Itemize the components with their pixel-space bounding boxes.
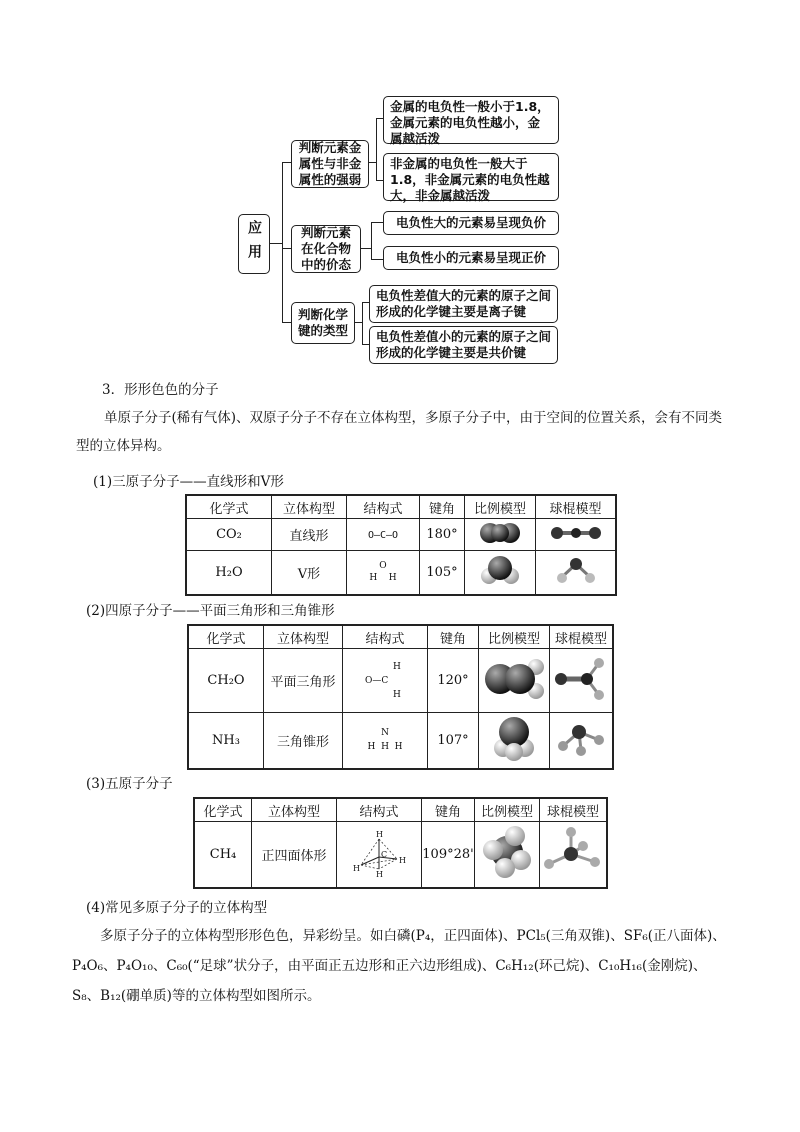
connector xyxy=(369,162,376,163)
poly-paragraph: 多原子分子的立体构型形形色色，异彩纷呈。如白磷(P₄，正四面体)、PCl₅(三角双锥)、SF₆(正八面体)、P₄O₆、P₄O₁₀、C₆₀(“足球”状分子，由平面正五边形和正六边形组成)、C₆H₁₂(环己烷)、C₁₀H₁₆(金刚烷)、S₈、B₁₂(硼单质)等的立体构型如图所示。 xyxy=(72,928,726,1004)
table-header-row xyxy=(186,495,616,519)
table-row xyxy=(188,649,613,713)
col-header: 比例模型 xyxy=(475,798,540,822)
shape-cell: 正四面体形 xyxy=(252,822,337,888)
connector xyxy=(282,162,283,322)
shape-cell: 三角锥形 xyxy=(264,713,343,769)
connector xyxy=(361,248,371,249)
col-header: 结构式 xyxy=(347,495,420,519)
shape-cell: 平面三角形 xyxy=(264,649,343,713)
col-header: 结构式 xyxy=(343,625,428,649)
leaf-box: 电负性差值大的元素的原子之间形成的化学键主要是离子键 xyxy=(369,285,558,323)
subsection-heading: (2)四原子分子——平面三角形和三角锥形 xyxy=(86,603,335,619)
connector xyxy=(371,222,383,223)
leaf-box: 非金属的电负性一般大于1.8，非金属元素的电负性越大，非金属越活泼 xyxy=(383,153,559,201)
table-row xyxy=(194,822,607,888)
ch4-ball-stick-icon xyxy=(541,824,605,880)
formula-cell: CH₄ xyxy=(194,822,252,888)
svg-text:C: C xyxy=(381,850,388,860)
tri-table xyxy=(185,494,617,596)
co2-space-model-icon xyxy=(478,520,522,546)
col-header: 化学式 xyxy=(186,495,272,519)
svg-text:H: H xyxy=(376,870,383,878)
table-header-row xyxy=(194,798,607,822)
branch-box: 判断化学键的类型 xyxy=(291,302,355,344)
branch-box: 判断元素在化合物中的价态 xyxy=(291,225,361,273)
tetra-table xyxy=(187,624,614,770)
table-row xyxy=(186,519,616,551)
space-filling-model xyxy=(465,551,536,595)
struct-cell: N H H H xyxy=(343,713,428,769)
angle-cell: 180° xyxy=(420,519,465,551)
col-header: 键角 xyxy=(422,798,475,822)
space-filling-model xyxy=(479,649,550,713)
struct-cell: O H H xyxy=(347,551,420,595)
penta-table xyxy=(193,797,608,889)
shape-cell: V形 xyxy=(272,551,347,595)
svg-text:H: H xyxy=(353,864,360,874)
ball-stick-model xyxy=(550,649,614,713)
col-header: 球棍模型 xyxy=(536,495,617,519)
angle-cell: 105° xyxy=(420,551,465,595)
subsection-heading: (3)五原子分子 xyxy=(86,776,173,792)
ball-stick-model xyxy=(536,519,617,551)
col-header: 立体构型 xyxy=(264,625,343,649)
col-header: 化学式 xyxy=(188,625,264,649)
col-header: 比例模型 xyxy=(479,625,550,649)
shape-cell: 直线形 xyxy=(272,519,347,551)
connector xyxy=(362,302,363,344)
connector xyxy=(270,243,282,244)
mindmap-root: 应用 xyxy=(238,214,270,274)
subsection-heading: (1)三原子分子——直线形和V形 xyxy=(93,474,284,490)
table-row xyxy=(186,551,616,595)
col-header: 结构式 xyxy=(337,798,422,822)
ball-stick-model xyxy=(550,713,614,769)
connector xyxy=(376,118,377,180)
ch4-space-model-icon xyxy=(481,824,533,880)
formula-cell: NH₃ xyxy=(188,713,264,769)
leaf-box: 电负性差值小的元素的原子之间形成的化学键主要是共价键 xyxy=(369,326,558,364)
h2o-space-model-icon xyxy=(478,552,522,588)
svg-text:H: H xyxy=(376,830,383,840)
leaf-box: 金属的电负性一般小于1.8，金属元素的电负性越小，金属越活泼 xyxy=(383,96,559,144)
ch4-structure-icon xyxy=(349,827,409,877)
col-header: 键角 xyxy=(420,495,465,519)
intro-paragraph: 单原子分子(稀有气体)、双原子分子不存在立体构型，多原子分子中，由于空间的位置关系，会有不同类型的立体异构。 xyxy=(76,410,723,454)
col-header: 球棍模型 xyxy=(550,625,614,649)
connector xyxy=(371,259,383,260)
col-header: 键角 xyxy=(428,625,479,649)
formula-cell: CO₂ xyxy=(186,519,272,551)
connector xyxy=(355,322,362,323)
subsection-heading: (4)常见多原子分子的立体构型 xyxy=(86,900,268,916)
col-header: 立体构型 xyxy=(252,798,337,822)
h2o-ball-stick-icon xyxy=(553,554,599,586)
table-row xyxy=(188,713,613,769)
svg-text:H: H xyxy=(399,856,406,866)
col-header: 比例模型 xyxy=(465,495,536,519)
space-filling-model xyxy=(479,713,550,769)
angle-cell: 120° xyxy=(428,649,479,713)
formula-cell: H₂O xyxy=(186,551,272,595)
leaf-box: 电负性小的元素易呈现正价 xyxy=(383,246,559,270)
section-heading: 3．形形色色的分子 xyxy=(102,382,219,398)
leaf-box: 电负性大的元素易呈现负价 xyxy=(383,211,559,235)
col-header: 球棍模型 xyxy=(540,798,608,822)
co2-ball-stick-icon xyxy=(549,523,603,543)
branch-box: 判断元素金属性与非金属性的强弱 xyxy=(291,140,369,188)
struct-cell xyxy=(337,822,422,888)
col-header: 化学式 xyxy=(194,798,252,822)
space-filling-model xyxy=(465,519,536,551)
nh3-ball-stick-icon xyxy=(553,718,609,758)
angle-cell: 107° xyxy=(428,713,479,769)
nh3-space-model-icon xyxy=(489,714,539,762)
ch2o-ball-stick-icon xyxy=(553,653,609,705)
space-filling-model xyxy=(475,822,540,888)
table-header-row xyxy=(188,625,613,649)
struct-cell: O—C—O xyxy=(347,519,420,551)
ball-stick-model xyxy=(536,551,617,595)
col-header: 立体构型 xyxy=(272,495,347,519)
struct-cell: H O—C H xyxy=(343,649,428,713)
connector xyxy=(371,222,372,259)
ch2o-space-model-icon xyxy=(482,653,546,705)
ball-stick-model xyxy=(540,822,608,888)
formula-cell: CH₂O xyxy=(188,649,264,713)
angle-cell: 109°28' xyxy=(422,822,475,888)
